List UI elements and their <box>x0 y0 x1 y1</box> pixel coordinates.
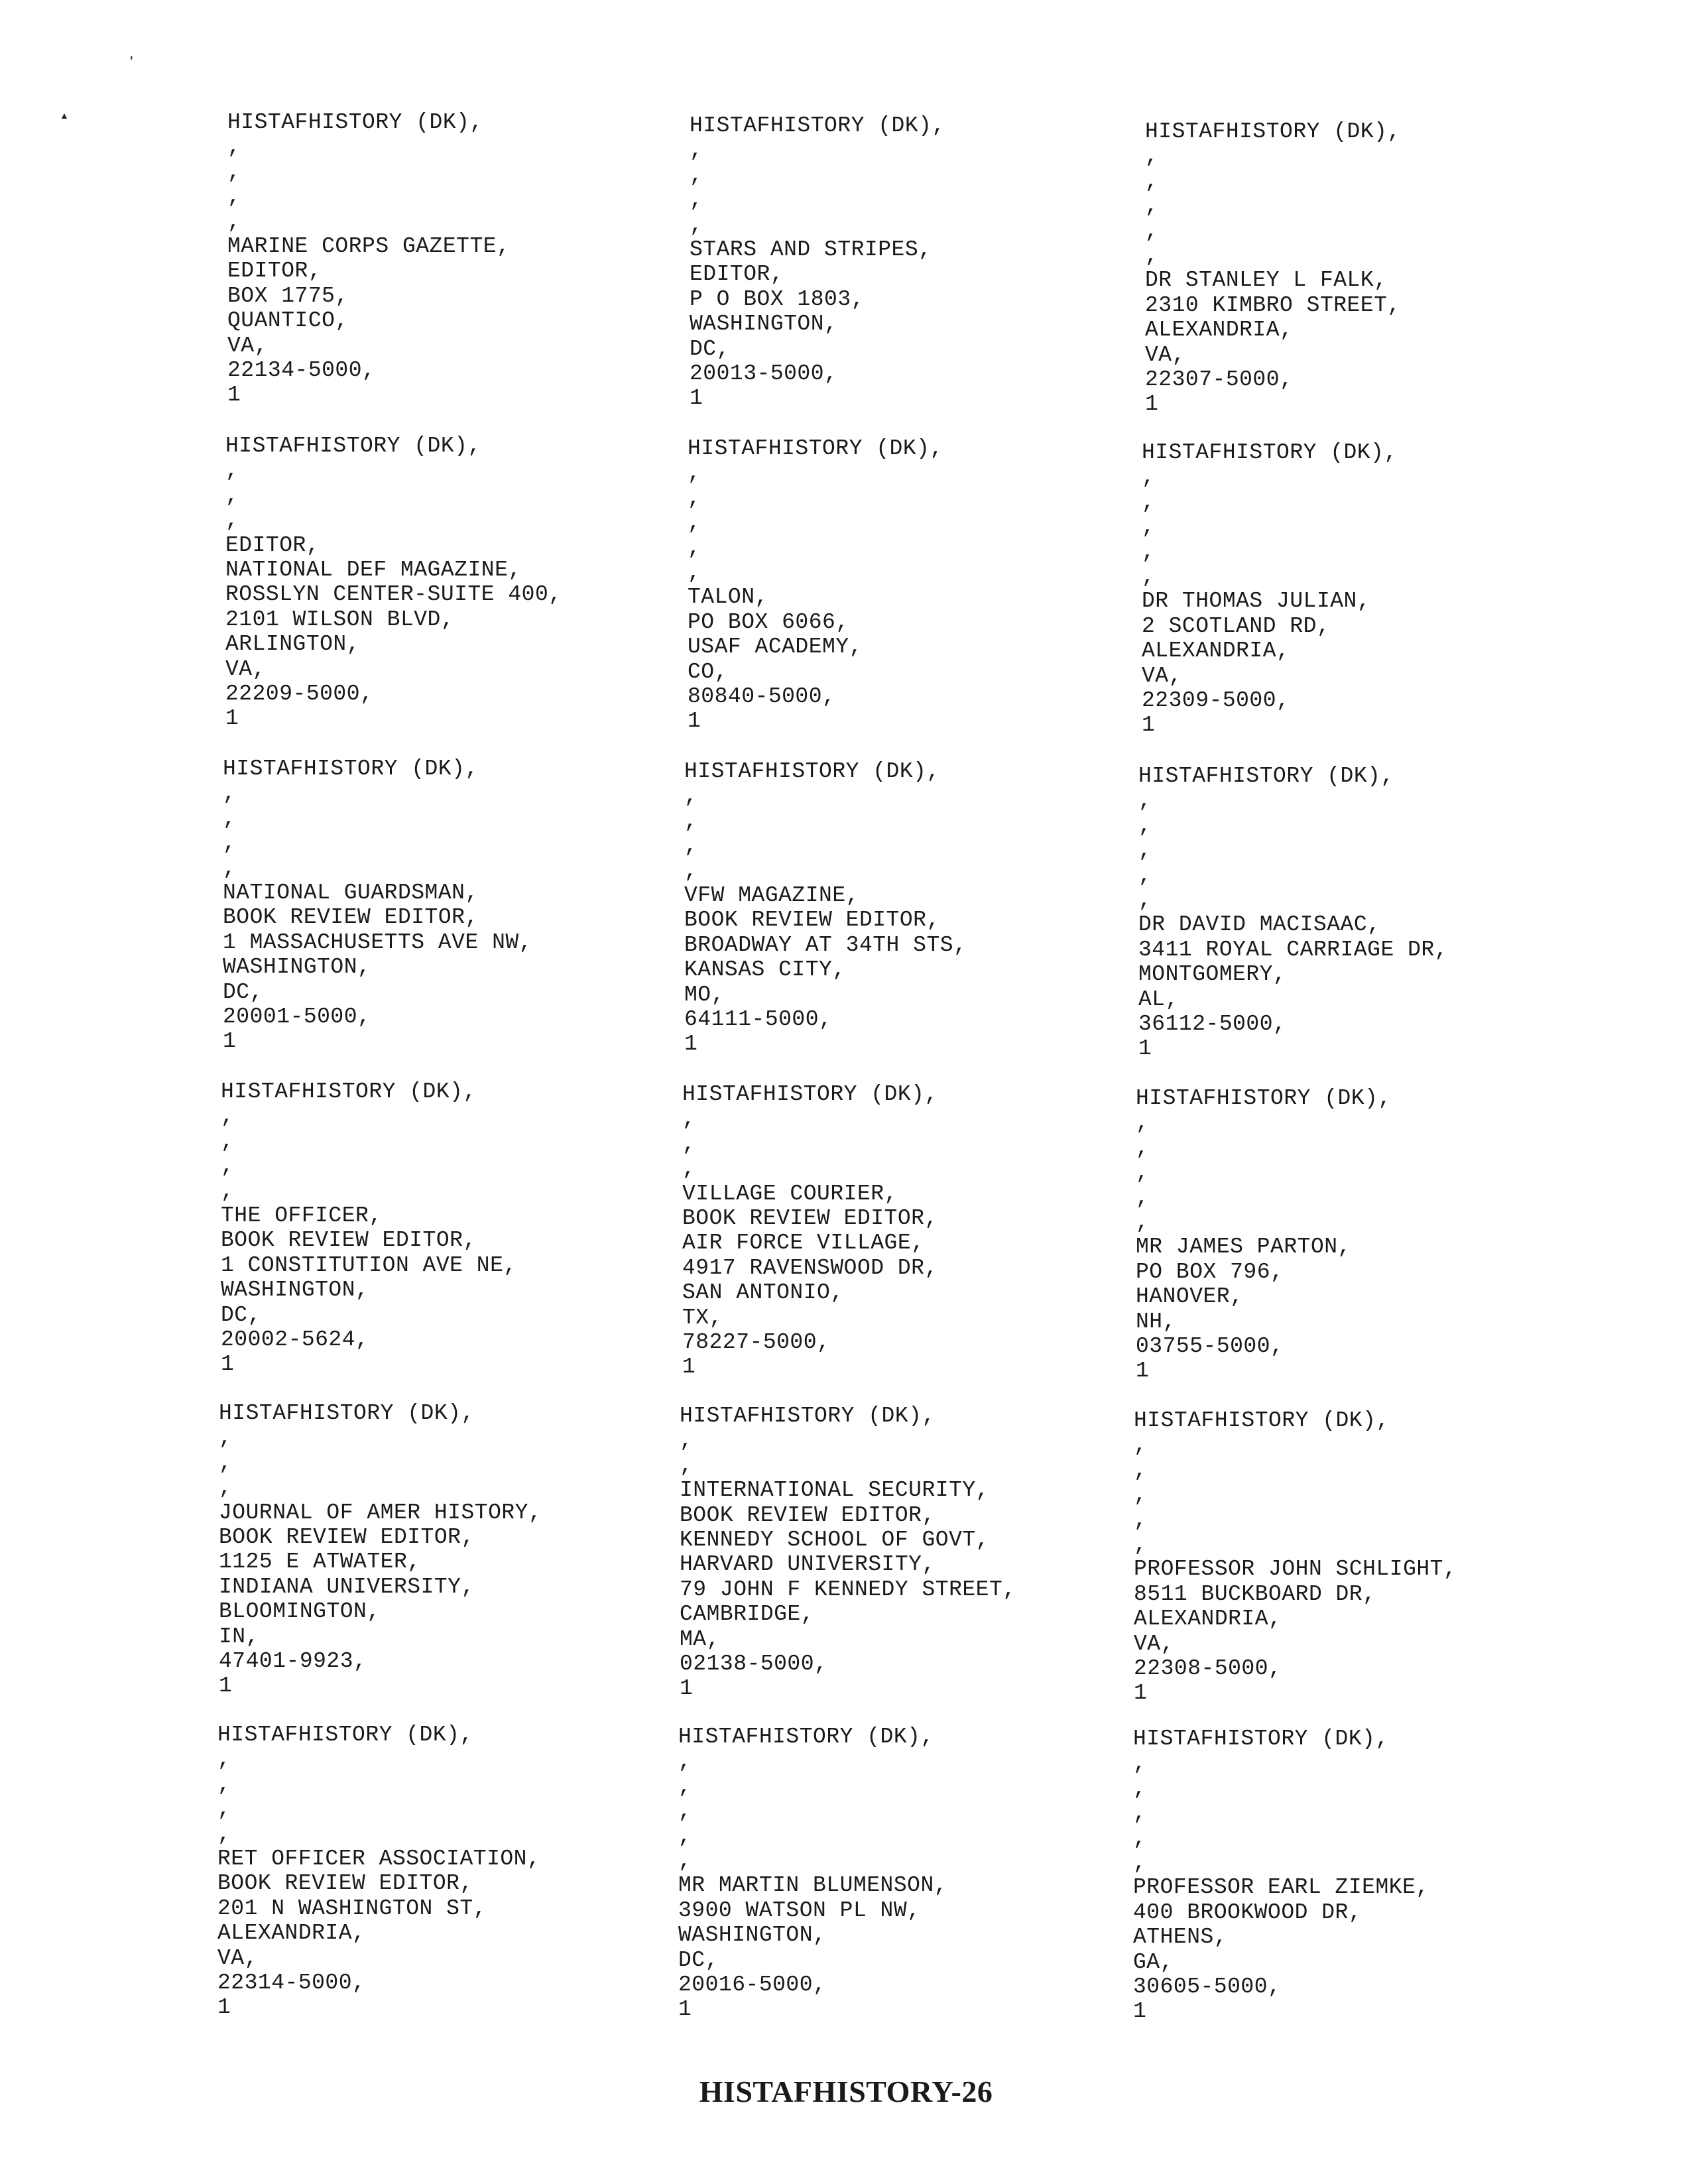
address-line: HISTAFHISTORY (DK), <box>1138 764 1394 788</box>
address-line: , <box>1145 144 1159 169</box>
address-label <box>684 759 1162 1057</box>
address-line: BOOK REVIEW EDITOR, <box>682 1205 938 1231</box>
address-label <box>1136 1086 1613 1384</box>
address-line: 1 CONSTITUTION AVE NE, <box>221 1252 517 1278</box>
address-line: , <box>1142 564 1156 589</box>
address-line: WASHINGTON, <box>678 1923 827 1948</box>
address-line: HISTAFHISTORY (DK), <box>221 1079 477 1104</box>
address-line: 79 JOHN F KENNEDY STREET, <box>680 1577 1016 1602</box>
address-line: MR JAMES PARTON, <box>1136 1235 1351 1260</box>
address-line: PROFESSOR JOHN SCHLIGHT, <box>1134 1557 1457 1582</box>
address-line: , <box>684 784 698 809</box>
address-line: , <box>227 184 241 210</box>
address-label <box>688 436 1165 734</box>
address-line: 2 SCOTLAND RD, <box>1142 613 1331 638</box>
address-line: , <box>682 1156 696 1182</box>
address-line: , <box>682 1131 696 1156</box>
address-line: , <box>1134 1507 1148 1532</box>
address-line: VA, <box>1145 342 1185 367</box>
address-line: , <box>219 1450 233 1475</box>
address-line: , <box>217 1747 231 1772</box>
address-line: , <box>227 159 241 184</box>
address-label <box>225 434 703 731</box>
address-line: , <box>688 560 701 585</box>
address-line: , <box>1145 194 1159 219</box>
address-line: HISTAFHISTORY (DK), <box>227 110 483 135</box>
address-line: WASHINGTON, <box>690 312 838 337</box>
address-line: , <box>221 1104 235 1129</box>
address-line: HISTAFHISTORY (DK), <box>217 1723 473 1747</box>
address-line: HISTAFHISTORY (DK), <box>219 1401 475 1426</box>
address-line: NATIONAL GUARDSMAN, <box>223 880 479 905</box>
address-line: , <box>1136 1185 1150 1210</box>
address-line: ALEXANDRIA, <box>1134 1607 1282 1632</box>
address-line: , <box>1145 168 1159 194</box>
address-line: 1 <box>682 1355 696 1380</box>
address-line: MO, <box>684 982 725 1007</box>
address-line: , <box>223 831 237 856</box>
address-line: 22309-5000, <box>1142 688 1290 713</box>
address-line: , <box>1138 788 1152 814</box>
address-line: ATHENS, <box>1133 1925 1228 1950</box>
address-line: 1 <box>219 1673 233 1699</box>
address-line: SAN ANTONIO, <box>682 1280 844 1305</box>
address-label <box>227 110 705 408</box>
address-line: , <box>690 138 703 163</box>
address-line: 1 <box>1134 1681 1148 1706</box>
address-line: INTERNATIONAL SECURITY, <box>680 1478 989 1503</box>
address-line: , <box>1136 1209 1150 1235</box>
address-line: 36112-5000, <box>1138 1011 1287 1036</box>
address-label <box>680 1404 1157 1701</box>
address-label <box>1133 1727 1610 2024</box>
address-label <box>219 1401 696 1699</box>
address-line: HISTAFHISTORY (DK), <box>1145 119 1401 144</box>
address-line: HANOVER, <box>1136 1284 1244 1309</box>
address-line: VILLAGE COURIER, <box>682 1181 898 1206</box>
address-line: , <box>678 1774 692 1799</box>
address-line: 1 <box>1136 1359 1150 1384</box>
address-line: , <box>1142 489 1156 515</box>
address-line: , <box>1133 1850 1147 1875</box>
address-line: , <box>1138 813 1152 838</box>
address-line: 1 <box>680 1676 694 1701</box>
address-line: 1 <box>227 383 241 408</box>
address-line: , <box>678 1799 692 1824</box>
address-line: , <box>1133 1801 1147 1826</box>
address-line: CO, <box>688 659 728 684</box>
address-label <box>678 1725 1156 2022</box>
address-line: INDIANA UNIVERSITY, <box>219 1574 475 1599</box>
address-line: 8511 BUCKBOARD DR, <box>1134 1581 1376 1607</box>
address-line: USAF ACADEMY, <box>688 635 863 660</box>
address-line: 20013-5000, <box>690 361 838 386</box>
address-line: PO BOX 796, <box>1136 1259 1284 1284</box>
address-line: BOOK REVIEW EDITOR, <box>221 1228 477 1253</box>
address-line: , <box>225 508 239 533</box>
address-line: , <box>1136 1135 1150 1160</box>
address-line: NH, <box>1136 1309 1176 1334</box>
address-line: HISTAFHISTORY (DK), <box>1136 1086 1392 1111</box>
address-line: , <box>678 1823 692 1849</box>
address-line: BOOK REVIEW EDITOR, <box>684 908 940 933</box>
address-line: KANSAS CITY, <box>684 957 846 983</box>
address-line: DR THOMAS JULIAN, <box>1142 589 1371 614</box>
address-line: , <box>1138 887 1152 912</box>
address-line: HISTAFHISTORY (DK), <box>1133 1727 1389 1751</box>
address-line: , <box>1145 243 1159 268</box>
address-line: , <box>682 1107 696 1132</box>
address-line: KENNEDY SCHOOL OF GOVT, <box>680 1527 989 1552</box>
address-line: 20016-5000, <box>678 1972 827 1997</box>
address-line: 1 MASSACHUSETTS AVE NW, <box>223 930 532 955</box>
address-line: 80840-5000, <box>688 684 836 709</box>
address-line: HISTAFHISTORY (DK), <box>225 434 481 458</box>
address-line: 1 <box>217 1995 231 2020</box>
address-line: BOOK REVIEW EDITOR, <box>223 905 479 930</box>
address-label <box>217 1723 695 2020</box>
address-line: , <box>684 833 698 859</box>
address-line: IN, <box>219 1624 259 1649</box>
address-line: , <box>219 1426 233 1451</box>
address-line: 1 <box>678 1997 692 2022</box>
address-line: THE OFFICER, <box>221 1203 383 1228</box>
address-line: PROFESSOR EARL ZIEMKE, <box>1133 1875 1429 1900</box>
address-line: BOOK REVIEW EDITOR, <box>680 1502 936 1528</box>
address-line: 03755-5000, <box>1136 1333 1284 1359</box>
address-line: DC, <box>678 1947 719 1972</box>
address-line: 1 <box>1145 392 1159 417</box>
address-line: , <box>684 808 698 833</box>
address-line: 64111-5000, <box>684 1006 833 1032</box>
address-line: , <box>223 806 237 831</box>
address-line: NATIONAL DEF MAGAZINE, <box>225 557 522 582</box>
address-line: 1 <box>221 1352 235 1377</box>
address-line: BROADWAY AT 34TH STS, <box>684 932 967 957</box>
address-line: BOX 1775, <box>227 283 349 308</box>
address-line: TX, <box>682 1305 723 1330</box>
address-line: VA, <box>227 333 268 358</box>
address-line: , <box>680 1428 694 1453</box>
address-line: 22314-5000, <box>217 1970 366 1995</box>
address-line: 22209-5000, <box>225 681 374 706</box>
address-line: EDITOR, <box>227 259 322 284</box>
address-line: , <box>1134 1433 1148 1458</box>
address-label <box>221 1079 698 1377</box>
address-line: HISTAFHISTORY (DK), <box>690 113 945 138</box>
address-line: , <box>690 212 703 237</box>
address-line: , <box>1134 1532 1148 1557</box>
address-line: , <box>688 511 701 536</box>
address-line: , <box>217 1772 231 1797</box>
address-line: , <box>1136 1160 1150 1185</box>
address-line: , <box>221 1154 235 1179</box>
address-line: HISTAFHISTORY (DK), <box>684 759 940 784</box>
address-line: VA, <box>225 656 266 682</box>
address-line: MR MARTIN BLUMENSON, <box>678 1873 948 1898</box>
address-line: , <box>1145 218 1159 243</box>
address-line: , <box>227 135 241 160</box>
address-line: BOOK REVIEW EDITOR, <box>217 1871 473 1896</box>
address-label <box>1138 764 1616 1062</box>
address-line: , <box>225 458 239 483</box>
address-line: 2101 WILSON BLVD, <box>225 607 455 632</box>
address-line: 1 <box>684 1032 698 1057</box>
address-line: DR STANLEY L FALK, <box>1145 268 1388 293</box>
address-line: , <box>690 188 703 213</box>
address-line: 201 N WASHINGTON ST, <box>217 1896 487 1921</box>
address-line: ROSSLYN CENTER-SUITE 400, <box>225 582 562 607</box>
address-line: 1125 E ATWATER, <box>219 1549 421 1575</box>
address-line: HISTAFHISTORY (DK), <box>688 436 943 461</box>
address-line: VFW MAGAZINE, <box>684 882 859 908</box>
address-line: 2310 KIMBRO STREET, <box>1145 292 1401 318</box>
address-line: CAMBRIDGE, <box>680 1602 815 1627</box>
address-line: ALEXANDRIA, <box>1142 638 1290 664</box>
address-line: HISTAFHISTORY (DK), <box>1134 1408 1390 1433</box>
address-line: ARLINGTON, <box>225 632 361 657</box>
address-line: , <box>223 781 237 806</box>
address-line: DR DAVID MACISAAC, <box>1138 912 1381 938</box>
address-label <box>223 757 700 1054</box>
address-line: HISTAFHISTORY (DK), <box>678 1725 934 1749</box>
address-line: VA, <box>1134 1631 1174 1656</box>
address-line: 1 <box>1133 1999 1147 2024</box>
address-line: , <box>219 1475 233 1500</box>
address-line: , <box>1138 863 1152 888</box>
scan-mark-triangle: ▲ <box>60 110 69 121</box>
address-line: , <box>1134 1457 1148 1483</box>
address-line: 78227-5000, <box>682 1329 831 1355</box>
scan-mark-tick: ' <box>130 53 133 71</box>
address-line: QUANTICO, <box>227 308 349 334</box>
address-line: AL, <box>1138 987 1179 1012</box>
address-line: 1 <box>690 386 703 411</box>
address-line: 22307-5000, <box>1145 367 1294 392</box>
address-line: , <box>678 1749 692 1774</box>
address-line: BLOOMINGTON, <box>219 1599 381 1624</box>
address-line: TALON, <box>688 585 768 610</box>
address-line: 1 <box>223 1029 237 1054</box>
address-line: , <box>684 858 698 883</box>
address-line: GA, <box>1133 1949 1174 1974</box>
address-line: P O BOX 1803, <box>690 286 865 312</box>
address-line: DC, <box>223 979 263 1004</box>
address-line: AIR FORCE VILLAGE, <box>682 1231 925 1256</box>
address-line: 22134-5000, <box>227 357 376 383</box>
address-line: 20002-5624, <box>221 1327 369 1352</box>
address-line: WASHINGTON, <box>221 1278 369 1303</box>
address-line: 4917 RAVENSWOOD DR, <box>682 1255 938 1280</box>
address-line: 3411 ROYAL CARRIAGE DR, <box>1138 937 1448 962</box>
address-line: 1 <box>225 706 239 731</box>
address-line: VA, <box>1142 663 1182 688</box>
address-line: MARINE CORPS GAZETTE, <box>227 233 511 259</box>
address-line: STARS AND STRIPES, <box>690 237 932 262</box>
address-line: , <box>688 485 701 511</box>
address-line: , <box>678 1848 692 1873</box>
address-line: 22308-5000, <box>1134 1656 1282 1681</box>
address-line: 1 <box>1138 1036 1152 1062</box>
address-line: , <box>688 535 701 560</box>
address-line: ALEXANDRIA, <box>1145 318 1294 343</box>
address-line: 400 BROOKWOOD DR, <box>1133 1900 1362 1925</box>
address-label <box>1142 440 1619 738</box>
page-footer: HISTAFHISTORY-26 <box>699 2075 993 2108</box>
address-line: EDITOR, <box>225 532 320 558</box>
address-line: , <box>227 209 241 234</box>
address-label <box>682 1082 1160 1380</box>
address-line: EDITOR, <box>690 262 784 287</box>
address-line: 3900 WATSON PL NW, <box>678 1898 921 1923</box>
address-line: , <box>1136 1111 1150 1136</box>
address-line: WASHINGTON, <box>223 955 371 980</box>
address-line: 47401-9923, <box>219 1648 367 1673</box>
address-line: MA, <box>680 1626 720 1652</box>
address-label <box>1134 1408 1611 1706</box>
address-line: DC, <box>221 1302 261 1327</box>
address-line: 1 <box>688 709 701 734</box>
address-line: 1 <box>1142 713 1156 738</box>
address-line: , <box>225 483 239 508</box>
address-line: , <box>680 1453 694 1478</box>
address-line: PO BOX 6066, <box>688 609 849 635</box>
address-line: RET OFFICER ASSOCIATION, <box>217 1846 541 1871</box>
address-line: , <box>217 1821 231 1847</box>
address-line: , <box>217 1797 231 1822</box>
address-line: , <box>223 855 237 880</box>
address-line: HISTAFHISTORY (DK), <box>1142 440 1398 465</box>
address-line: , <box>1142 539 1156 564</box>
address-line: , <box>1142 515 1156 540</box>
address-line: , <box>688 461 701 486</box>
address-line: , <box>1133 1825 1147 1850</box>
address-line: , <box>1133 1751 1147 1776</box>
address-line: VA, <box>217 1945 258 1971</box>
address-line: 20001-5000, <box>223 1004 371 1029</box>
address-line: , <box>1142 465 1156 490</box>
address-line: DC, <box>690 336 730 361</box>
address-line: 30605-5000, <box>1133 1974 1282 1999</box>
address-line: JOURNAL OF AMER HISTORY, <box>219 1500 542 1525</box>
address-line: BOOK REVIEW EDITOR, <box>219 1524 475 1549</box>
address-label <box>690 113 1167 411</box>
address-line: , <box>221 1128 235 1154</box>
address-line: HISTAFHISTORY (DK), <box>680 1404 936 1428</box>
address-line: HISTAFHISTORY (DK), <box>682 1082 938 1107</box>
address-line: HISTAFHISTORY (DK), <box>223 757 479 781</box>
address-line: MONTGOMERY, <box>1138 962 1287 987</box>
address-line: ALEXANDRIA, <box>217 1921 366 1946</box>
address-line: , <box>1133 1776 1147 1801</box>
address-line: 02138-5000, <box>680 1651 828 1676</box>
address-line: , <box>1134 1483 1148 1508</box>
address-label <box>1145 119 1622 417</box>
address-line: , <box>1138 838 1152 863</box>
address-line: , <box>221 1178 235 1203</box>
address-line: HARVARD UNIVERSITY, <box>680 1552 936 1577</box>
address-line: , <box>690 162 703 188</box>
